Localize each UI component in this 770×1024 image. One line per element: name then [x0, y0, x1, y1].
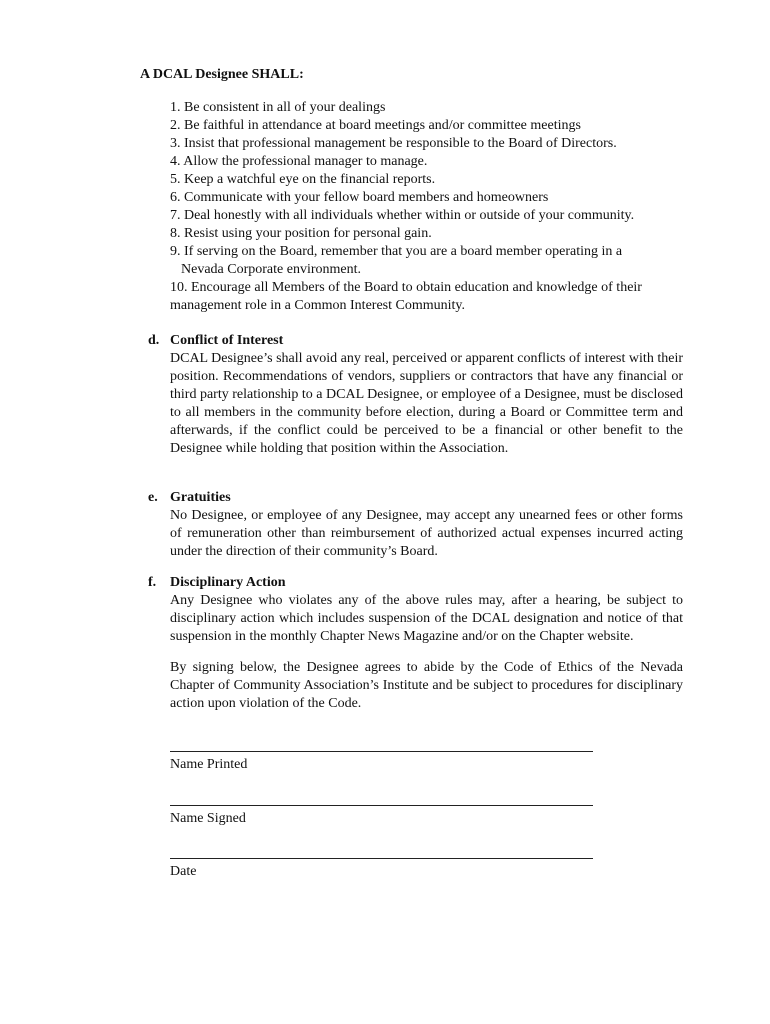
section-title-text: Conflict of Interest — [170, 333, 284, 348]
section-title — [148, 489, 683, 507]
list-item: 8. Resist using your position for personal gain. — [170, 226, 432, 241]
section-title-text: Gratuities — [170, 490, 231, 505]
section-letter: e. — [148, 490, 158, 505]
section-body: Any Designee who violates any of the above rules may, after a hearing, be subject to disciplinary action which includes suspension of the DCAL designation and notice of that suspension in the monthly Chapter News Magazine and/or on the Chapter website. — [170, 593, 683, 644]
list-item-10: 10. Encourage all Members of the Board to obtain education and knowledge of their management role in a Common Interest Community. — [170, 280, 642, 313]
duties-list — [170, 99, 685, 315]
section-title — [148, 574, 683, 592]
page-heading: A DCAL Designee SHALL: — [140, 67, 304, 82]
signature-name-printed — [170, 751, 595, 774]
section-body: No Designee, or employee of any Designee, may accept any unearned fees or other forms of remuneration other than reimbursement of authorized actual expenses incurred acting under the direction of their community’s Board. — [170, 508, 683, 559]
signature-label: Name Printed — [170, 757, 248, 772]
section-gratuities — [148, 489, 683, 561]
list-item: 3. Insist that professional management be responsible to the Board of Directors. — [170, 136, 617, 151]
section-title-text: Disciplinary Action — [170, 575, 286, 590]
list-item: 1. Be consistent in all of your dealings — [170, 100, 386, 115]
signature-line[interactable] — [170, 805, 593, 806]
agreement-paragraph: By signing below, the Designee agrees to abide by the Code of Ethics of the Nevada Chapter of Community Association’s Institute and be subject to procedures for disciplinary action upon violation of the Code. — [170, 660, 683, 711]
signature-label: Date — [170, 864, 197, 879]
section-conflict-of-interest — [148, 332, 683, 458]
section-disciplinary-action — [148, 574, 683, 713]
list-item: 7. Deal honestly with all individuals whether within or outside of your community. — [170, 208, 635, 223]
section-letter: d. — [148, 333, 160, 348]
list-item-9-line1: 9. If serving on the Board, remember that you are a board member operating in a — [170, 244, 623, 259]
list-item: 2. Be faithful in attendance at board meetings and/or committee meetings — [170, 118, 581, 133]
signature-label: Name Signed — [170, 811, 246, 826]
section-letter: f. — [148, 575, 157, 590]
signature-name-signed — [170, 805, 595, 828]
list-item-9-line2: Nevada Corporate environment. — [181, 262, 361, 277]
list-item: 4. Allow the professional manager to manage. — [170, 154, 428, 169]
signature-line[interactable] — [170, 858, 593, 859]
section-title — [148, 332, 683, 350]
signature-date — [170, 858, 595, 881]
signature-line[interactable] — [170, 751, 593, 752]
list-item-9 — [170, 243, 685, 279]
list-item: 5. Keep a watchful eye on the financial reports. — [170, 172, 436, 187]
section-body: DCAL Designee’s shall avoid any real, perceived or apparent conflicts of interest with their position. Recommendations of vendors, suppliers or contractors that have any financial or third party relationship to a DCAL Designee, or employee of a Designee, must be disclosed to all members in the community before election, during a Board or Committee term and afterwards, if the conflict could be perceived to be a financial or other benefit to the Designee while holding that position within the Association. — [170, 351, 683, 456]
list-item: 6. Communicate with your fellow board members and homeowners — [170, 190, 549, 205]
